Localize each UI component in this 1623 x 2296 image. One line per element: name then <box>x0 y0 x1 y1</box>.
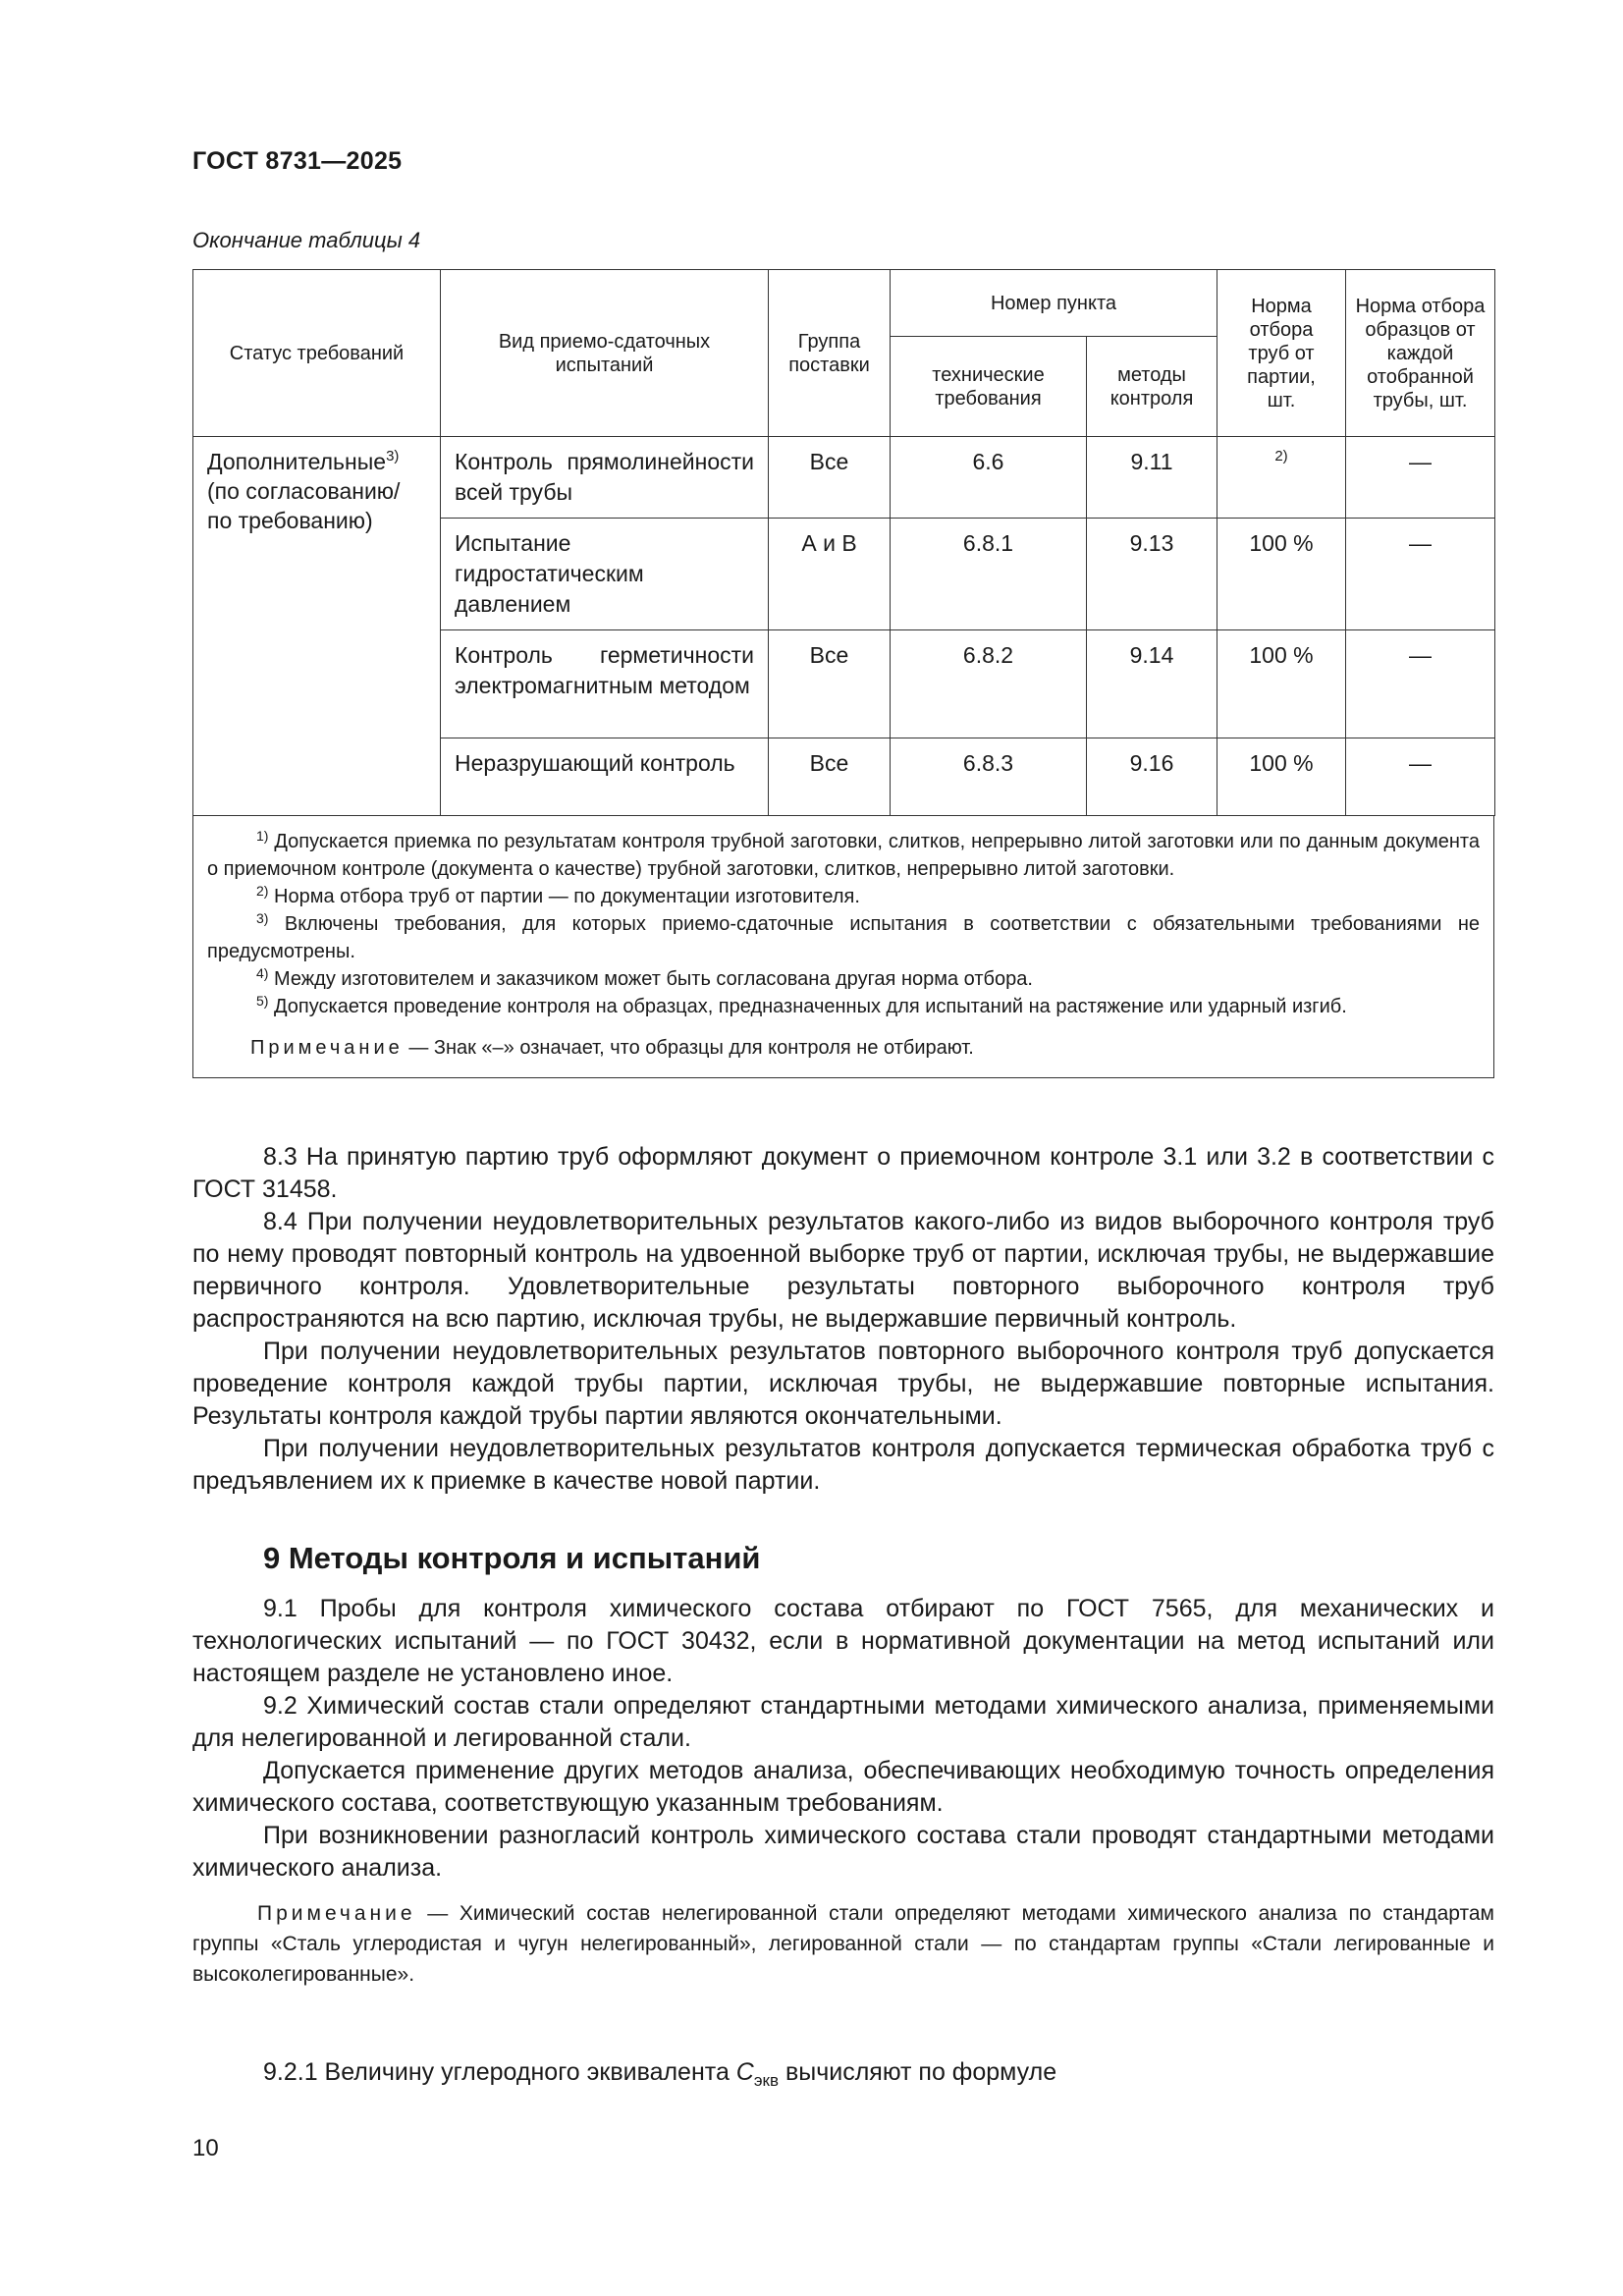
test-cell <box>441 519 769 630</box>
footnote-mark: 2) <box>256 883 269 899</box>
footnote <box>207 993 1480 1020</box>
test-text: Контроль герметичности электромагнитным методом <box>455 642 754 698</box>
paragraph: При получении неудовлетворительных результатов контроля допускается термическая обработка труб с предъявлением их к приемке в качестве новой партии. <box>192 1435 1494 1495</box>
group-text: А и В <box>801 530 857 556</box>
rate-cell <box>1217 738 1346 816</box>
footnote <box>207 828 1480 883</box>
status-line2: (по согласованию/ <box>207 478 401 504</box>
formula-prefix: 9.2.1 Величину углеродного эквивалента <box>263 2058 736 2086</box>
col-header-test-type <box>441 270 769 437</box>
status-line1: Дополнительные <box>207 449 387 474</box>
col-header-group <box>769 270 891 437</box>
samples-cell <box>1346 437 1495 519</box>
samples-cell <box>1346 630 1495 738</box>
group-cell <box>769 738 891 816</box>
footnote-mark: 3) <box>256 910 269 926</box>
rate-cell <box>1217 519 1346 630</box>
section-8-text <box>192 1141 1494 1498</box>
method-text: 9.13 <box>1129 530 1174 556</box>
paragraph: Допускается применение других методов анализа, обеспечивающих необходимую точность определения химического состава, соответствующую указанным требованиям. <box>192 1757 1494 1817</box>
col-header-group-text: Группа поставки <box>788 330 870 376</box>
group-text: Все <box>809 449 849 474</box>
tech-text: 6.8.2 <box>962 642 1014 668</box>
footnote-text: Между изготовителем и заказчиком может быть согласована другая норма отбора. <box>274 968 1033 990</box>
section-9-title: 9 Методы контроля и испытаний <box>263 1541 761 1575</box>
rate-cell <box>1217 630 1346 738</box>
table-row <box>193 437 1495 519</box>
group-cell <box>769 630 891 738</box>
footnote-text: Включены требования, для которых приемо-сдаточные испытания в соответствии с обязательными требованиями не предусмотрены. <box>207 913 1480 962</box>
samples-text: — <box>1409 530 1432 556</box>
rate-text: 100 % <box>1249 750 1314 776</box>
method-cell <box>1087 437 1217 519</box>
method-text: 9.14 <box>1129 642 1174 668</box>
tech-text: 6.8.1 <box>962 530 1014 556</box>
table-4-continuation <box>192 269 1494 1078</box>
col-header-control-methods-text: методы контроля <box>1109 363 1194 410</box>
test-cell <box>441 437 769 519</box>
paragraph: При получении неудовлетворительных результатов повторного выборочного контроля труб допускается проведение контроля каждой трубы партии, исключая трубы, не выдержавшие повторные испытания. Результаты контроля каждой трубы партии являются окончательными. <box>192 1338 1494 1430</box>
method-text: 9.11 <box>1130 449 1173 474</box>
col-header-pipe-rate <box>1217 270 1346 437</box>
footnote-mark: 5) <box>256 993 269 1009</box>
col-header-test-type-text: Вид приемо-сдаточных испытаний <box>498 330 711 376</box>
footnote-mark: 4) <box>256 965 269 981</box>
tech-text: 6.8.3 <box>962 750 1014 776</box>
section-9-note-text: — Химический состав нелегированной стали определяют методами химического анализа по стандартам группы «Сталь углеродистая и чугун нелегированный», легированной стали — по стандартам группы «Стали легированные и высоколегированные». <box>192 1902 1494 1986</box>
formula-symbol: C <box>735 2058 754 2086</box>
footnote-text: Допускается приемка по результатам контроля трубной заготовки, слитков, непрерывно литой заготовки или по данным документа о приемочном контроле (документа о качестве) трубной заготовки, слитков, непрерывно литой заготовки. <box>207 831 1480 880</box>
col-header-pipe-rate-text: Норма отбора труб от партии, шт. <box>1247 295 1316 411</box>
rate-text: 100 % <box>1249 642 1314 668</box>
footnote-text: Допускается проведение контроля на образцах, предназначенных для испытаний на растяжение или ударный изгиб. <box>274 996 1347 1017</box>
section-9-note <box>192 1898 1494 1990</box>
col-header-status: Статус требований <box>193 270 441 437</box>
method-text: 9.16 <box>1129 750 1174 776</box>
tech-cell <box>891 630 1087 738</box>
tech-text: 6.6 <box>972 449 1004 474</box>
test-cell <box>441 738 769 816</box>
col-header-clause-number: Номер пункта <box>891 270 1217 337</box>
test-text: Контроль прямолинейности всей трубы <box>455 449 754 505</box>
section-9-text <box>192 1593 1494 1990</box>
formula-subscript: экв <box>753 2071 780 2090</box>
rate-footnote-mark: 2) <box>1274 448 1288 465</box>
method-cell <box>1087 630 1217 738</box>
table-note-text: — Знак «–» означает, что образцы для контроля не отбирают. <box>403 1037 974 1059</box>
test-text: Неразрушающий контроль <box>455 750 735 776</box>
footnote <box>207 965 1480 993</box>
table-note-label: Примечание <box>250 1037 404 1059</box>
table-caption: Окончание таблицы 4 <box>192 228 421 252</box>
method-cell <box>1087 519 1217 630</box>
group-text: Все <box>809 750 849 776</box>
test-cell <box>441 630 769 738</box>
status-cell <box>193 437 441 816</box>
document-header: ГОСТ 8731—2025 <box>192 147 403 175</box>
status-line3: по требованию) <box>207 508 373 533</box>
tech-cell <box>891 437 1087 519</box>
table-footnotes <box>192 816 1494 1078</box>
footnote <box>207 883 1480 910</box>
paragraph-8-3: 8.3 На принятую партию труб оформляют документ о приемочном контроле 3.1 или 3.2 в соответствии с ГОСТ 31458. <box>192 1143 1494 1203</box>
group-cell <box>769 437 891 519</box>
test-text: Испытание гидростатическим давлением <box>455 530 644 617</box>
section-9-note-label: Примечание <box>257 1902 416 1925</box>
method-cell <box>1087 738 1217 816</box>
footnote-mark: 1) <box>256 828 269 844</box>
footnote <box>207 910 1480 965</box>
table-note <box>207 1034 1480 1062</box>
col-header-sample-rate <box>1346 270 1495 437</box>
paragraph-8-4: 8.4 При получении неудовлетворительных результатов какого-либо из видов выборочного контроля труб по нему проводят повторный контроль на удвоенной выборке труб от партии, исключая трубы, не выдержавшие первичного контроля. Удовлетворительные результаты повторного выборочного контроля труб распространяются на всю партию, исключая трубы, не выдержавшие первичный контроль. <box>192 1208 1494 1333</box>
paragraph: При возникновении разногласий контроль химического состава стали проводят стандартными методами химического анализа. <box>192 1822 1494 1882</box>
group-text: Все <box>809 642 849 668</box>
group-cell <box>769 519 891 630</box>
footnote-text: Норма отбора труб от партии — по документации изготовителя. <box>274 886 860 907</box>
formula-suffix: вычисляют по формуле <box>779 2058 1057 2086</box>
samples-text: — <box>1409 449 1432 474</box>
page-number: 10 <box>192 2135 219 2161</box>
status-footnote-mark: 3) <box>386 448 400 465</box>
col-header-tech-req-text: технические требования <box>932 363 1045 410</box>
tech-cell <box>891 738 1087 816</box>
samples-cell <box>1346 738 1495 816</box>
col-header-control-methods <box>1087 337 1217 437</box>
samples-text: — <box>1409 642 1432 668</box>
formula-intro <box>263 2058 1056 2091</box>
col-header-sample-rate-text: Норма отбора образцов от каждой отобранной трубы, шт. <box>1355 295 1486 411</box>
samples-cell <box>1346 519 1495 630</box>
rate-text: 100 % <box>1249 530 1314 556</box>
paragraph-9-1: 9.1 Пробы для контроля химического состава отбирают по ГОСТ 7565, для механических и технологических испытаний — по ГОСТ 30432, если в нормативной документации на метод испытаний или настоящем разделе не установлено иное. <box>192 1595 1494 1687</box>
col-header-tech-req <box>891 337 1087 437</box>
rate-cell <box>1217 437 1346 519</box>
paragraph-9-2: 9.2 Химический состав стали определяют стандартными методами химического анализа, применяемыми для нелегированной и легированной стали. <box>192 1692 1494 1752</box>
tech-cell <box>891 519 1087 630</box>
samples-text: — <box>1409 750 1432 776</box>
